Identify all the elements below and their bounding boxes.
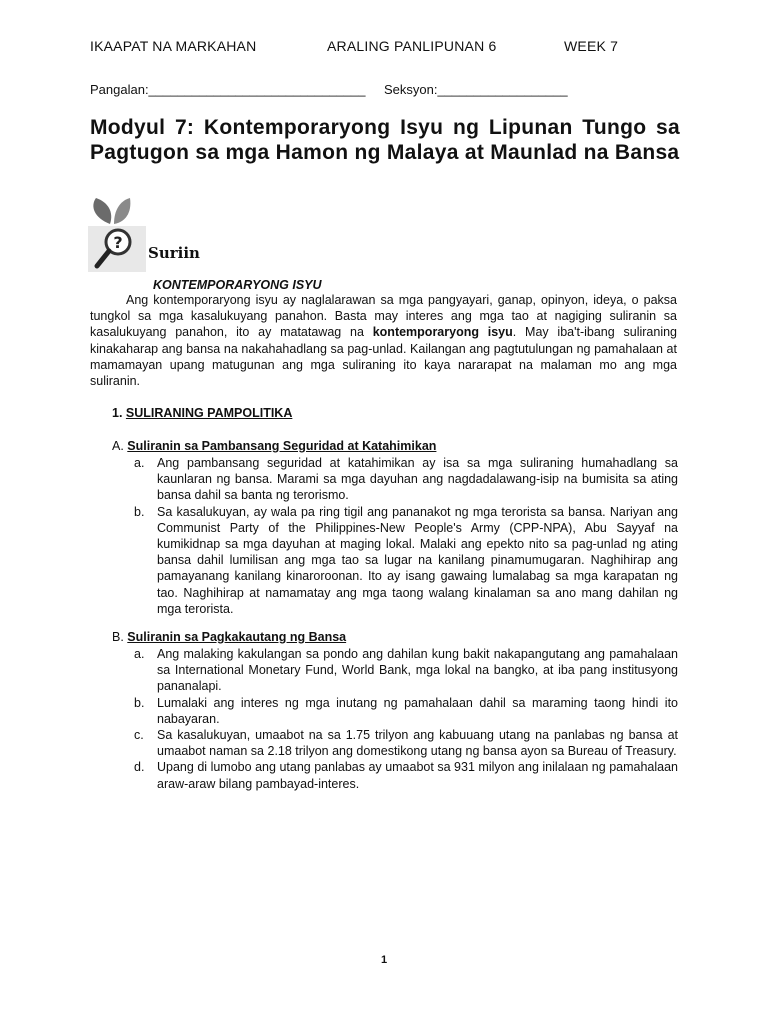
magnifier-leaf-icon	[88, 196, 148, 274]
list-item	[134, 504, 678, 617]
numbered-heading	[112, 406, 292, 420]
list-item	[134, 455, 678, 504]
subsection-a-list	[134, 455, 678, 617]
subsection-a-heading	[112, 439, 436, 453]
intro-text-1: Ang kontemporaryong isyu ay naglalarawan sa mga pangyayari, ganap, opinyon, ideya, o paksa tungkol sa mga kasalukuyang panahon. Basta may interes ang mga tao at nagiging suliranin sa kasalukuyang panahon, ito ay matatawag na	[90, 293, 677, 340]
list-marker: c.	[134, 728, 144, 743]
module-title: Modyul 7: Kontemporaryong Isyu ng Lipunan Tungo sa Pagtugon sa mga Hamon ng Malaya at Maunlad na Bansa	[90, 116, 680, 164]
list-item	[134, 759, 678, 791]
intro-paragraph	[90, 292, 677, 389]
week-label: WEEK 7	[564, 38, 619, 54]
subsection-a-letter: A.	[112, 439, 124, 453]
section-field: Seksyon:__________________	[384, 82, 568, 97]
list-marker: a.	[134, 647, 145, 661]
numbered-heading-number: 1.	[112, 406, 123, 420]
list-item	[134, 727, 678, 759]
list-marker: d.	[134, 760, 145, 775]
suriin-label: Suriin	[148, 244, 200, 262]
list-item-text: Ang pambansang seguridad at katahimikan ay isa sa mga suliraning humahadlang sa kaunlaran ng bansa. Marami sa mga dayuhan ang nagdadalawang-isip na bumisita sa ating bansa dahil sa banta ng terorismo.	[157, 456, 678, 503]
section-heading: KONTEMPORARYONG ISYU	[153, 278, 322, 292]
list-item-text: Sa kasalukuyan, ay wala pa ring tigil ang pananakot ng mga terorista sa bansa. Nariyan ang Communist Party of the Philippines-New People's Army (CPP-NPA), Abu Sayyaf na kumikidnap sa mga dayuhan at maging lokal. Malaki ang epekto nito sa pag-unlad ng ating bansa dahil lumilisan ang mga tao sa lugar na kanilang pinamumugaran. Naghihirap ang pamayanang kanilang kinaroroonan. Ito ay isang gawaing lumalabag sa mga karapatan ng tao. Naghihirap at namamatay ang mga taong walang kinalaman sa ano mang dahilan ng mga terorista.	[157, 504, 678, 616]
subsection-b-list	[134, 646, 678, 792]
quarter-label: IKAAPAT NA MARKAHAN	[90, 38, 257, 54]
name-field: Pangalan:______________________________	[90, 82, 366, 97]
intro-bold-term: kontemporaryong isyu	[372, 325, 513, 340]
list-item-text: Ang malaking kakulangan sa pondo ang dahilan kung bakit nakapangutang ang pamahalaan sa International Monetary Fund, World Bank, mga lokal na bangko, at iba pang institusyong pananalapi.	[157, 647, 678, 694]
question-mark-glyph: ?	[113, 233, 123, 252]
list-marker: b.	[134, 504, 145, 519]
subsection-b-letter: B.	[112, 630, 124, 644]
list-item	[134, 695, 678, 727]
intro-text-2: . May iba't-ibang suliraning kinakaharap ang bansa na nakahahadlang sa pag-unlad. Kailangan ang pagtutulungan ng pamahalaan at mamamayan upang matugunan ang mga suliraning ito kaya nararapat na malaman mo ang mga suliranin.	[90, 325, 677, 389]
subsection-b-heading	[112, 630, 346, 644]
page-number: 1	[380, 954, 388, 966]
subsection-b-title: Suliranin sa Pagkakautang ng Bansa	[127, 630, 347, 644]
list-item	[134, 646, 678, 695]
list-marker: a.	[134, 456, 145, 470]
subject-label: ARALING PANLIPUNAN 6	[327, 38, 497, 54]
list-marker: b.	[134, 695, 145, 710]
numbered-heading-text: SULIRANING PAMPOLITIKA	[125, 406, 293, 420]
list-item-text: Sa kasalukuyan, umaabot na sa 1.75 trilyon ang kabuuang utang na panlabas ng bansa at umaabot naman sa 2.18 trilyon ang domestikong utang ng bansa ayon sa Bureau of Treasury.	[157, 728, 678, 759]
subsection-a-title: Suliranin sa Pambansang Seguridad at Katahimikan	[127, 439, 437, 453]
list-item-text: Upang di lumobo ang utang panlabas ay umaabot sa 931 milyon ang inilalaan ng pamahalaan araw-araw bilang pambayad-interes.	[157, 760, 678, 791]
list-item-text: Lumalaki ang interes ng mga inutang ng pamahalaan dahil sa maraming taong hindi ito nabayaran.	[157, 695, 678, 726]
